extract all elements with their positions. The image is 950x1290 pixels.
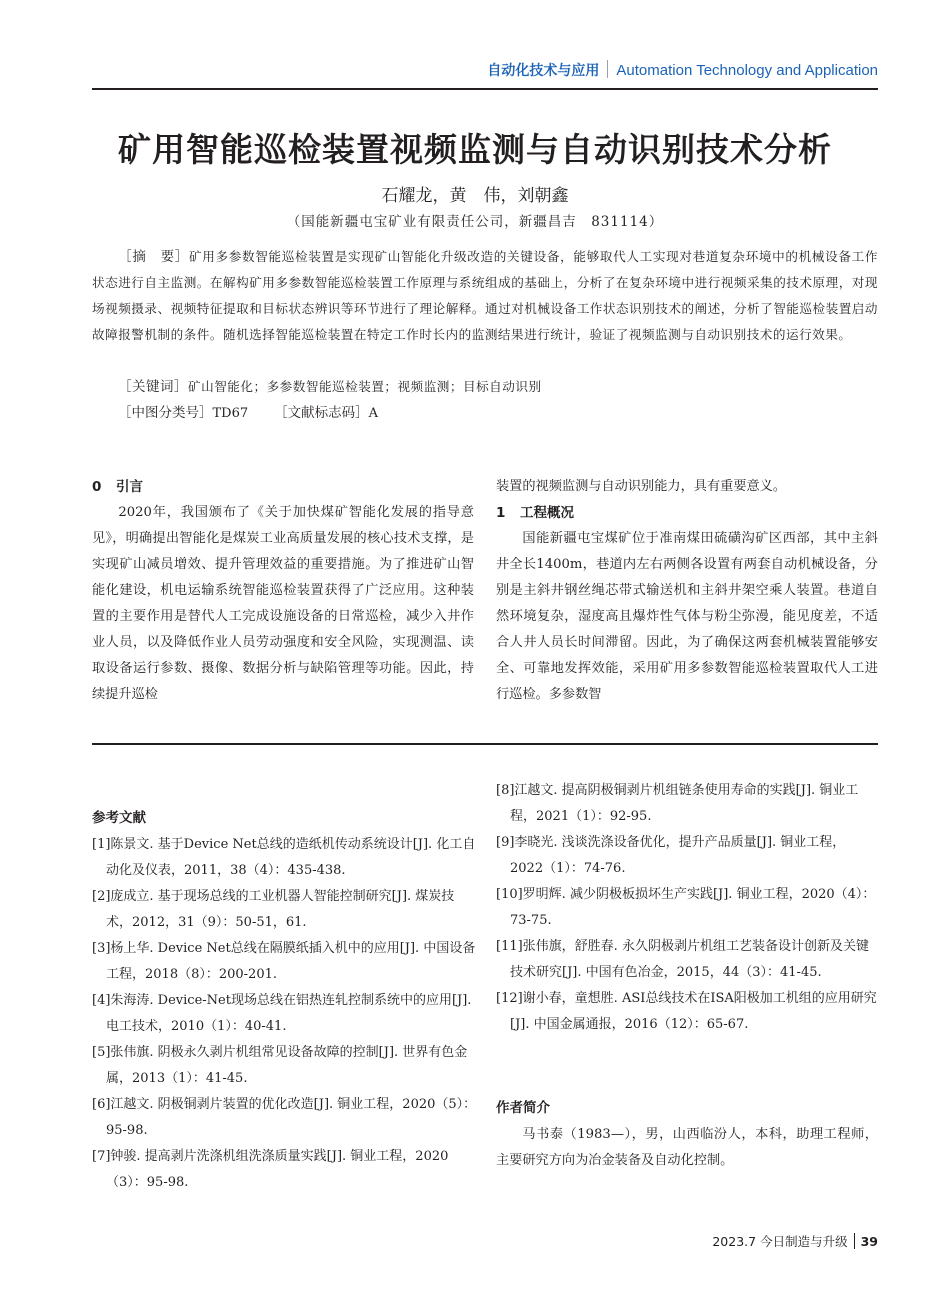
section-heading-intro: 0 引言 xyxy=(92,479,143,495)
abstract-text: 矿用多参数智能巡检装置是实现矿山智能化升级改造的关键设备，能够取代人工实现对巷道复杂环境中的机械设备工作状态进行自主监测。在解构矿用多参数智能巡检装置工作原理与系统组成的基础上，分析了在复杂环境中进行视频采集的技术原理，对现场视频摄录、视频特征提取和目标状态辨识等环节进行了理论解释。通过对机械设备工作状态识别技术的阐述，分析了智能巡检装置启动故障报警机制的条件。随机选择智能巡检装置在特定工作时长内的监测结果进行统计，验证了视频监测与自动识别技术的运行效果。 xyxy=(92,249,879,342)
reference-list-right xyxy=(496,778,878,1038)
column-left xyxy=(92,474,474,708)
affiliation: （国能新疆屯宝矿业有限责任公司，新疆昌吉 831114） xyxy=(286,214,664,230)
section-name-en: Automation Technology and Application xyxy=(616,62,878,79)
author-bio-heading: 作者简介 xyxy=(496,1100,550,1116)
section-name-cn: 自动化技术与应用 xyxy=(487,63,600,79)
reference-list-left xyxy=(92,832,478,1196)
reference-item: [5]张伟旗. 阴极永久剥片机组常见设备故障的控制[J]. 世界有色金属，2013（1）：41-45. xyxy=(92,1045,468,1086)
reference-item: [2]庞成立. 基于现场总线的工业机器人智能控制研究[J]. 煤炭技术，2012，31（9）：50-51，61. xyxy=(92,889,455,930)
references-heading: 参考文献 xyxy=(92,810,146,826)
reference-item: [8]江越文. 提高阴极铜剥片机组链条使用寿命的实践[J]. 铜业工程，2021（1）：92-95. xyxy=(496,783,859,824)
reference-item: [1]陈景文. 基于Device Net总线的造纸机传动系统设计[J]. 化工自动化及仪表，2011，38（4）：435-438. xyxy=(92,837,476,878)
author-bio-text: 马书泰（1983—），男，山西临汾人，本科，助理工程师，主要研究方向为冶金装备及自动化控制。 xyxy=(496,1127,878,1168)
keywords-label: ［关键词］ xyxy=(118,379,188,395)
section-divider xyxy=(92,743,878,745)
reference-item: [4]朱海涛. Device-Net现场总线在铝热连轧控制系统中的应用[J]. 电工技术，2010（1）：40-41. xyxy=(92,993,472,1034)
overview-paragraph: 国能新疆屯宝煤矿位于准南煤田硫磺沟矿区西部，其中主斜井全长1400m，巷道内左右两侧各设置有两套自动机械设备，分别是主斜井钢丝绳芯带式输送机和主斜井架空乘人装置。巷道自然环境复杂，湿度高且爆炸性气体与粉尘弥漫，能见度差，不适合人井人员长时间滞留。因此，为了确保这两套机械装置能够安全、可靠地发挥效能，采用矿用多参数智能巡检装置取代人工进行巡检。多参数智 xyxy=(496,531,878,702)
keywords-text: 矿山智能化；多参数智能巡检装置；视频监测；目标自动识别 xyxy=(188,379,542,394)
reference-item: [12]谢小春，童想胜. ASI总线技术在ISA阳极加工机组的应用研究[J]. 中国金属通报，2016（12）：65-67. xyxy=(496,991,877,1032)
reference-item: [3]杨上华. Device Net总线在隔膜纸插入机中的应用[J]. 中国设备工程，2018（8）：200-201. xyxy=(92,941,476,982)
article-title: 矿用智能巡检装置视频监测与自动识别技术分析 xyxy=(118,130,832,169)
section-heading-overview: 1 工程概况 xyxy=(496,505,574,521)
column-right xyxy=(496,474,878,708)
author-list: 石耀龙，黄 伟，刘朝鑫 xyxy=(381,186,569,206)
issue-date: 2023.7 xyxy=(712,1234,757,1249)
doc-code-label: ［文献标志码］ xyxy=(274,405,369,421)
journal-name: 今日制造与升级 xyxy=(760,1234,848,1249)
reference-item: [6]江越文. 阴极铜剥片装置的优化改造[J]. 铜业工程，2020（5）：95-98. xyxy=(92,1097,477,1138)
footer-divider xyxy=(854,1233,855,1249)
intro-continuation: 装置的视频监测与自动识别能力，具有重要意义。 xyxy=(496,479,787,494)
header-rule xyxy=(92,88,878,90)
reference-item: [7]钟骏. 提高剥片洗涤机组洗涤质量实践[J]. 铜业工程，2020（3）：95-98. xyxy=(92,1149,449,1190)
doc-code-value: A xyxy=(368,406,379,421)
reference-item: [9]李晓光. 浅谈洗涤设备优化，提升产品质量[J]. 铜业工程，2022（1）：74-76. xyxy=(496,835,846,876)
classification xyxy=(118,400,378,427)
intro-paragraph: 2020年，我国颁布了《关于加快煤矿智能化发展的指导意见》，明确提出智能化是煤炭工业高质量发展的核心技术支撑，是实现矿山减员增效、提升管理效益的重要措施。为了推进矿山智能化建设，机电运输系统智能巡检装置获得了广泛应用。这种装置的主要作用是替代人工完成设施设备的日常巡检，减少入井作业人员，以及降低作业人员劳动强度和安全风险，实现测温、读取设备运行参数、摄像、数据分析与缺陷管理等功能。因此，持续提升巡检 xyxy=(92,505,474,702)
page-footer xyxy=(712,1232,878,1250)
header-divider xyxy=(607,60,608,78)
clc-label: ［中图分类号］ xyxy=(118,405,213,421)
abstract-label: ［摘 要］ xyxy=(118,249,189,265)
reference-item: [10]罗明辉. 减少阴极板损坏生产实践[J]. 铜业工程，2020（4）：73-75. xyxy=(496,887,876,928)
keywords xyxy=(118,374,542,400)
clc-value: TD67 xyxy=(212,406,249,421)
running-header xyxy=(92,60,878,90)
reference-item: [11]张伟旗，舒胜春. 永久阴极剥片机组工艺装备设计创新及关键技术研究[J]. 中国有色冶金，2015，44（3）：41-45. xyxy=(496,939,869,980)
page-number: 39 xyxy=(860,1234,878,1249)
abstract xyxy=(92,244,878,348)
